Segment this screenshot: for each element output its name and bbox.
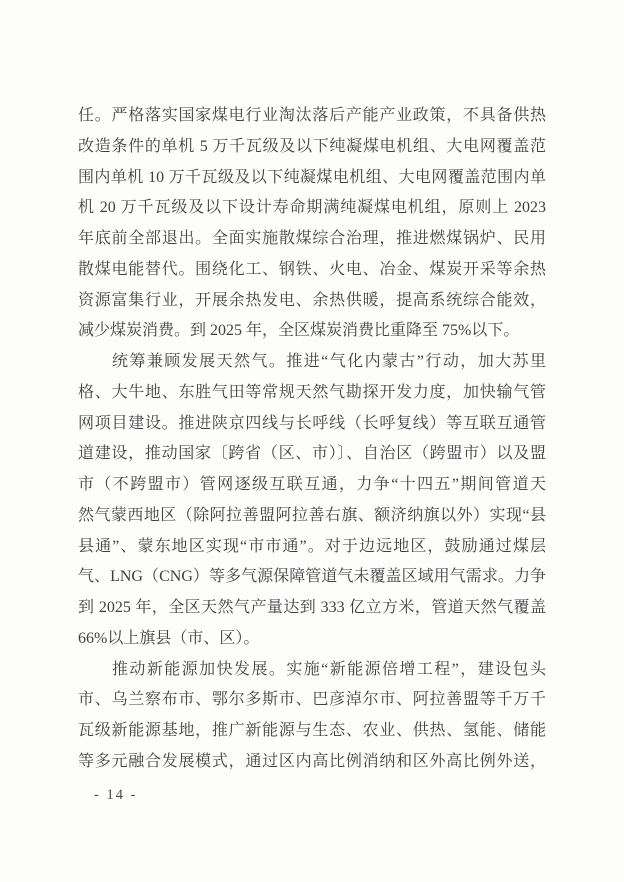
text-line: 资源富集行业，开展余热发电、余热供暖，提高系统综合能效， bbox=[78, 291, 546, 309]
body-text bbox=[78, 101, 546, 778]
text-line: 减少煤炭消费。到 2025 年，全区煤炭消费比重降至 75%以下。 bbox=[78, 322, 520, 340]
text-line: 道建设，推动国家〔跨省（区、市）〕、自治区（跨盟市）以及盟 bbox=[78, 445, 546, 463]
text-line: 等多元融合发展模式，通过区内高比例消纳和区外高比例外送， bbox=[78, 752, 546, 770]
text-line: 市、乌兰察布市、鄂尔多斯市、巴彦淖尔市、阿拉善盟等千万千 bbox=[78, 691, 546, 709]
text-line: 推动新能源加快发展。实施“新能源倍增工程”，建设包头 bbox=[112, 660, 546, 678]
text-line: 机 20 万千瓦级及以下设计寿命期满纯凝煤电机组，原则上 2023 bbox=[78, 199, 546, 217]
text-line: 任。严格落实国家煤电行业淘汰落后产能产业政策，不具备供热 bbox=[78, 107, 546, 124]
text-line: 围内单机 10 万千瓦级及以下纯凝煤电机组、大电网覆盖范围内单 bbox=[78, 168, 546, 186]
text-line: 格、大牛地、东胜气田等常规天然气勘探开发力度，加快输气管 bbox=[78, 383, 546, 401]
text-line: 瓦级新能源基地，推广新能源与生态、农业、供热、氢能、储能 bbox=[78, 722, 546, 739]
page-number: - 14 - bbox=[94, 787, 138, 803]
text-line: 年底前全部退出。全面实施散煤综合治理，推进燃煤锅炉、民用 bbox=[78, 230, 546, 247]
text-line: 气、LNG（CNG）等多气源保障管道气未覆盖区域用气需求。力争 bbox=[78, 568, 546, 586]
text-line: 市（不跨盟市）管网逐级互联互通，力争“十四五”期间管道天 bbox=[78, 476, 546, 493]
text-line: 然气蒙西地区（除阿拉善盟阿拉善右旗、额济纳旗以外）实现“县 bbox=[78, 506, 546, 524]
text-line: 66%以上旗县（市、区）。 bbox=[78, 629, 260, 647]
text-line: 改造条件的单机 5 万千瓦级及以下纯凝煤电机组、大电网覆盖范 bbox=[78, 137, 546, 155]
text-line: 县通”、蒙东地区实现“市市通”。对于边远地区，鼓励通过煤层 bbox=[78, 537, 546, 555]
text-line: 统筹兼顾发展天然气。推进“气化内蒙古”行动，加大苏里 bbox=[112, 353, 546, 370]
text-line: 到 2025 年，全区天然气产量达到 333 亿立方米，管道天然气覆盖 bbox=[78, 599, 546, 616]
text-line: 网项目建设。推进陕京四线与长呼线（长呼复线）等互联互通管 bbox=[78, 414, 546, 432]
text-line: 散煤电能替代。围绕化工、钢铁、火电、冶金、煤炭开采等余热 bbox=[78, 260, 546, 278]
